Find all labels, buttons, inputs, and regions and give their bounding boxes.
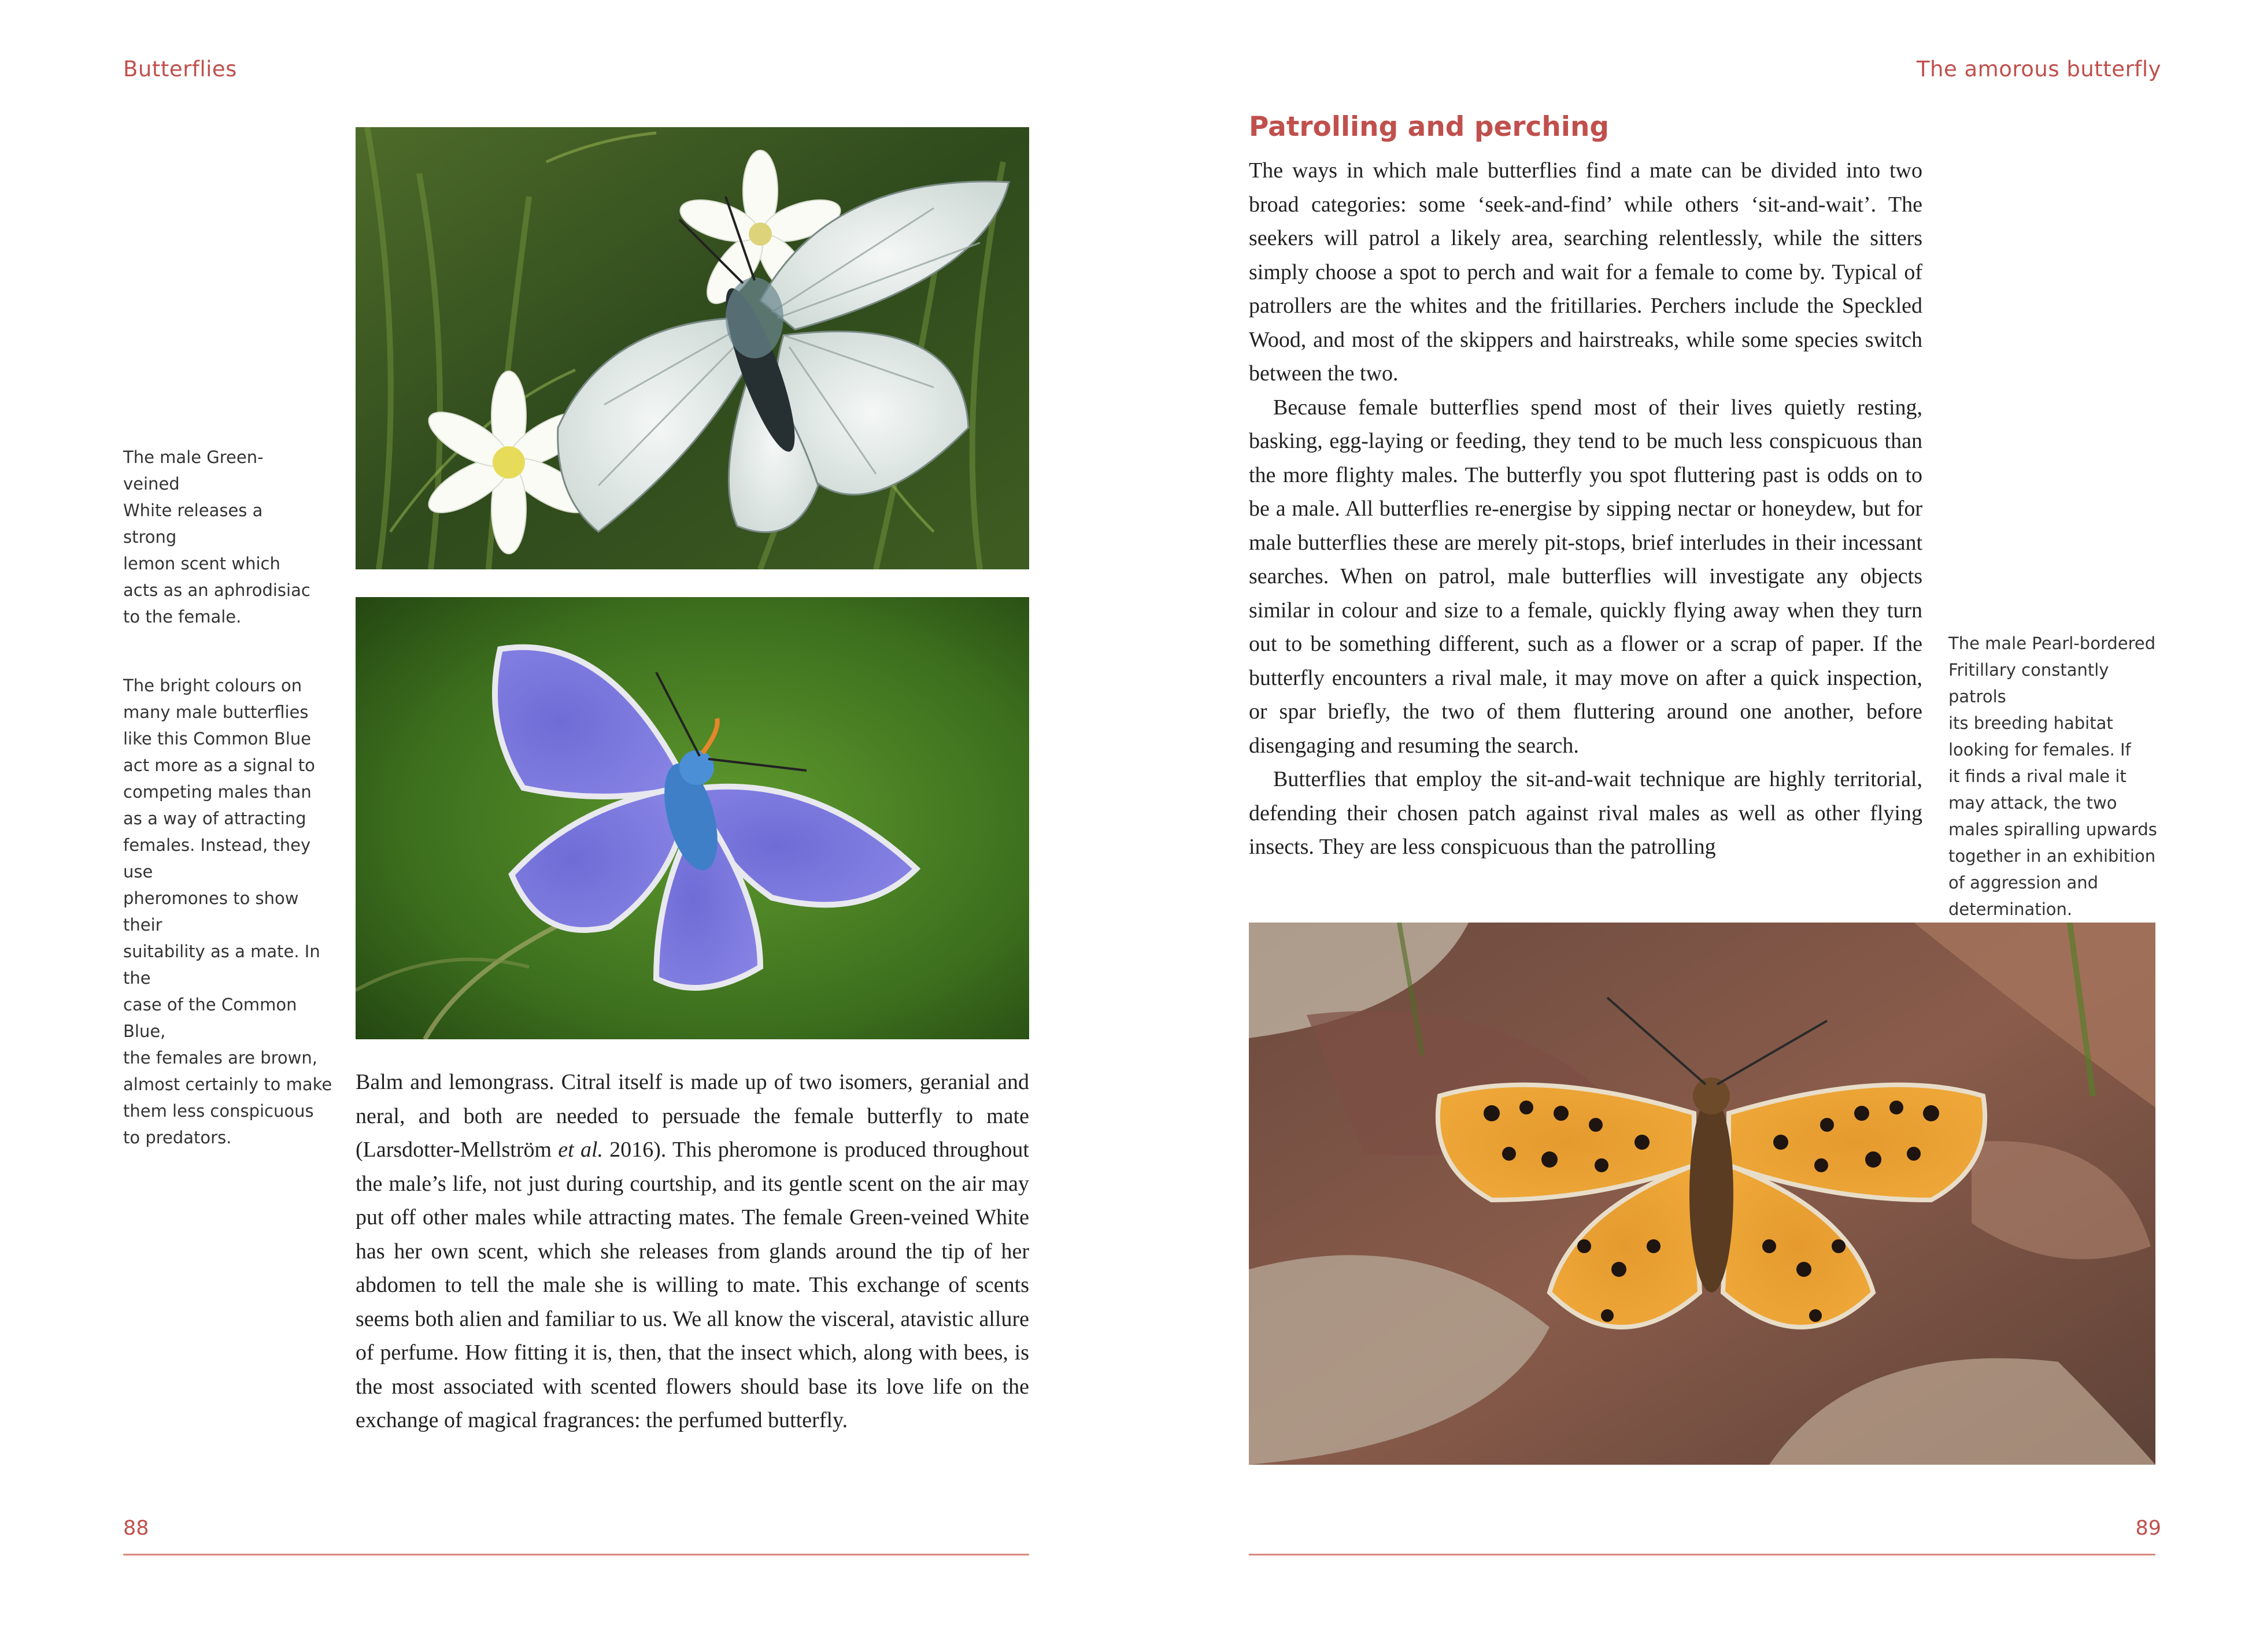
caption-pearl-bordered-fritillary: The male Pearl-bordered Fritillary constantly patrols its breeding habitat looking for females. If it finds a rival male it may attack, the two males spiralling upwards together in an exhibition of aggression and determination. — [1948, 634, 2157, 919]
footer-rule-left — [123, 1554, 1029, 1555]
running-head-left: Butterflies — [123, 57, 237, 82]
paragraph-2: Because female butterflies spend most of their lives quietly resting, basking, egg-laying or feeding, they tend to be much less conspicuous than the more flighty males. The butterfly you spot fluttering past is odds on to be a male. All butterflies re-energise by sipping nectar or honeydew, but for male butterflies these are merely pit-stops, brief interludes in their incessant searches. When on patrol, male butterflies will investigate any objects similar in colour and size to a female, quickly flying away when they turn out to be something different, such as a flower or a scrap of paper. If the butterfly encounters a rival male, it may move on after a quick inspection, or spar briefly, the two of them fluttering around one another, before disengaging and resuming the search. — [1249, 395, 1922, 758]
body-text-left — [356, 1065, 1029, 1438]
body-text-left-et-al: et al. — [558, 1138, 604, 1162]
body-text-right — [1249, 154, 1922, 864]
page-number-right: 89 — [2135, 1517, 2161, 1540]
photo-pearl-bordered-fritillary — [1249, 923, 2155, 1465]
paragraph-3: Butterflies that employ the sit-and-wait technique are highly territorial, defending their chosen patch against rival males as well as other flying insects. They are less conspicuous than the patrolling — [1249, 767, 1922, 859]
caption-common-blue: The bright colours on many male butterflies like this Common Blue act more as a signal to competing males than as a way of attracting females. Instead, they use pheromones to show their suitability as a mate. In the case of the Common Blue, the females are brown, almost certainly to make them less conspicuous to predators. — [123, 676, 332, 1147]
caption-green-veined-white: The male Green-veined White releases a strong lemon scent which acts as an aphrodisiac to the female. — [123, 447, 310, 627]
paragraph-1: The ways in which male butterflies find a mate can be divided into two broad categories: some ‘seek-and-find’ while others ‘sit-and-wait’. The seekers will patrol a likely area, searching relentlessly, while the sitters simply choose a spot to perch and wait for a female to come by. Typical of patrollers are the whites and the fritillaries. Perchers include the Speckled Wood, and most of the skippers and hairstreaks, while some species switch between the two. — [1249, 158, 1922, 386]
page-number-left: 88 — [123, 1517, 149, 1540]
body-text-left-part1: Balm and lemongrass. Citral itself is made up of two isomers, geranial and neral, and both are needed to persuade the female butterfly to mate (Larsdotter-Mellström — [356, 1070, 1029, 1162]
body-text-left-part2: 2016). This pheromone is produced throughout the male’s life, not just during courtship, and its gentle scent on the air may put off other males while attracting mates. The female Green-veined White has her own scent, which she releases from glands around the tip of her abdomen to tell the male she is willing to mate. This exchange of scents seems both alien and familiar to us. We all know the visceral, atavistic allure of perfume. How fitting it is, then, that the insect which, along with bees, is the most associated with scented flowers should base its love life on the exchange of magical fragrances: the perfumed butterfly. — [356, 1138, 1029, 1432]
photo-green-veined-white — [356, 127, 1029, 569]
photo-common-blue — [356, 597, 1029, 1039]
running-head-right: The amorous butterfly — [1916, 57, 2161, 82]
section-heading: Patrolling and perching — [1249, 111, 1610, 143]
footer-rule-right — [1249, 1554, 2155, 1555]
